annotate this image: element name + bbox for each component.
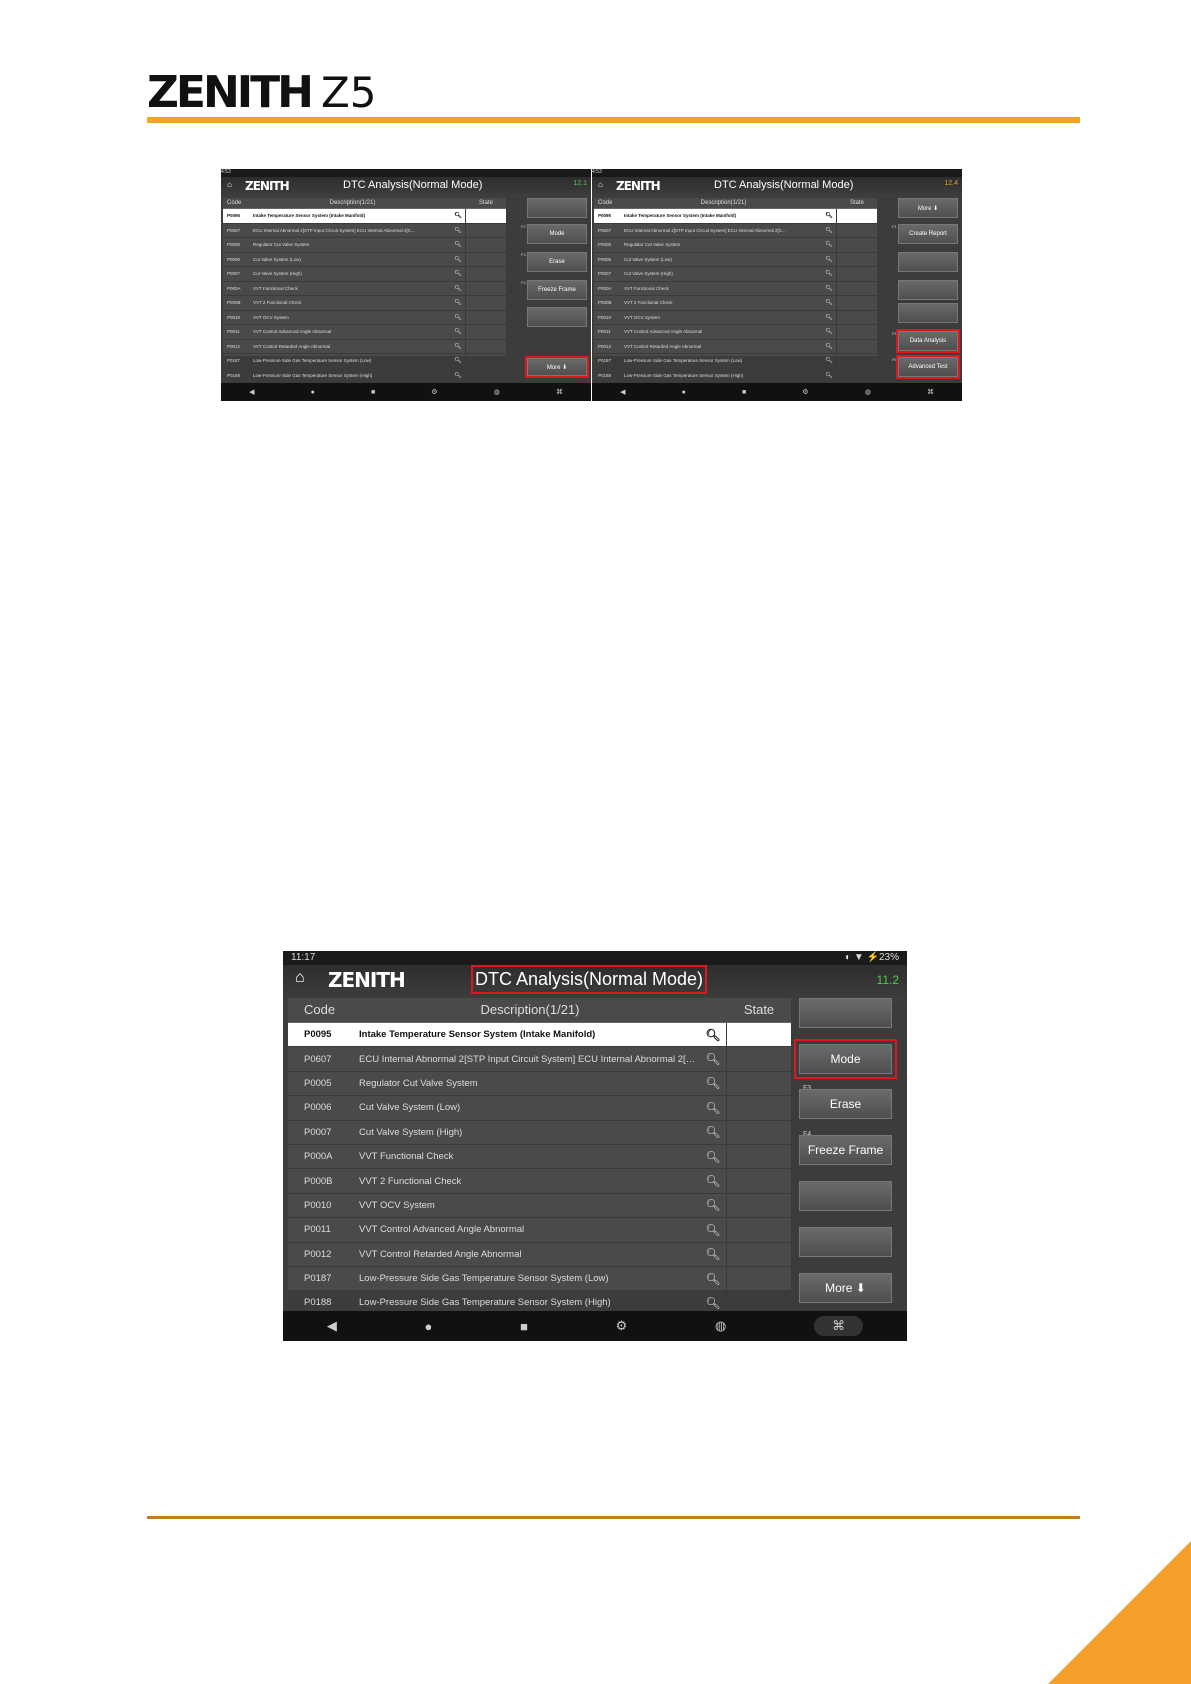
search-icon[interactable]: 🔍︎ xyxy=(825,329,833,336)
dtc-description: Regulator Cut Valve System xyxy=(359,1077,478,1089)
table-row[interactable] xyxy=(288,1145,791,1169)
col-code: Code xyxy=(598,200,613,206)
search-icon[interactable]: 🔍︎ xyxy=(454,329,462,336)
dtc-state xyxy=(465,354,506,368)
dtc-description: VVT Control Advanced Angle Abnormal xyxy=(253,329,332,335)
android-nav-bar xyxy=(283,1311,907,1341)
dtc-state xyxy=(726,1047,791,1070)
dtc-description: ECU Internal Abnormal 2[STP Input Circuit System] ECU Internal Abnormal 2[C... xyxy=(253,227,415,233)
home-icon[interactable]: ⌂ xyxy=(598,180,603,189)
dtc-code: P0188 xyxy=(304,1297,332,1309)
dtc-code: P0006 xyxy=(598,256,612,262)
header-rule xyxy=(147,117,1080,123)
dtc-description: Intake Temperature Sensor System (Intake Manifold) xyxy=(359,1029,596,1041)
home-circle-icon[interactable]: ● xyxy=(310,388,315,396)
screenshot-dtc-list-large xyxy=(283,951,907,1341)
status-time: 4:53 xyxy=(592,169,602,175)
mode-button[interactable]: Mode xyxy=(799,1044,892,1074)
dtc-state xyxy=(726,1072,791,1095)
table-header xyxy=(288,998,791,1023)
table-row[interactable] xyxy=(594,354,877,369)
table-row[interactable] xyxy=(288,1047,791,1071)
dtc-description: VVT Functional Check xyxy=(624,285,669,291)
dtc-code: P000B xyxy=(227,300,241,306)
table-row[interactable] xyxy=(223,325,506,340)
fkey-label: F6 xyxy=(892,357,897,362)
dtc-description: VVT Control Advanced Angle Abnormal xyxy=(624,329,703,335)
table-row[interactable] xyxy=(594,325,877,340)
dtc-state xyxy=(726,1121,791,1144)
battery-voltage: 12.1 xyxy=(573,180,587,187)
battery-voltage: 12.4 xyxy=(944,180,958,187)
dtc-code: P0095 xyxy=(304,1029,332,1041)
dtc-code: P0010 xyxy=(598,314,612,320)
table-row[interactable] xyxy=(223,369,506,384)
table-row[interactable] xyxy=(288,1023,791,1047)
table-header xyxy=(223,198,506,209)
logo-model: Z5 xyxy=(321,67,377,117)
screenshot-dtc-list-page2 xyxy=(592,169,962,401)
dtc-state xyxy=(836,369,877,383)
dtc-state xyxy=(465,282,506,296)
table-row[interactable] xyxy=(288,1121,791,1145)
more-button[interactable]: More ⬇ xyxy=(527,358,587,376)
dtc-state xyxy=(836,224,877,238)
settings-icon[interactable]: ⚙ xyxy=(615,1318,628,1333)
col-code: Code xyxy=(304,1002,336,1017)
dtc-description: VVT 2 Functional Check xyxy=(253,300,302,306)
table-row[interactable] xyxy=(223,296,506,311)
dtc-state xyxy=(465,296,506,310)
more-button[interactable]: More ⬇ xyxy=(898,198,958,218)
dtc-state xyxy=(726,1169,791,1192)
dtc-state xyxy=(726,1194,791,1217)
search-icon[interactable]: 🔍︎ xyxy=(454,314,462,321)
search-icon[interactable]: 🔍︎ xyxy=(705,1198,721,1213)
search-icon[interactable]: 🔍︎ xyxy=(454,300,462,307)
home-circle-icon[interactable]: ● xyxy=(424,1318,433,1334)
table-row[interactable] xyxy=(594,296,877,311)
table-row[interactable] xyxy=(288,1267,791,1291)
table-row[interactable] xyxy=(594,311,877,326)
empty-button-1 xyxy=(799,998,892,1028)
dtc-code: P0006 xyxy=(227,256,241,262)
search-icon[interactable]: 🔍︎ xyxy=(705,1247,721,1262)
dtc-state xyxy=(836,253,877,267)
dtc-description: Low-Pressure Side Gas Temperature Sensor System (High) xyxy=(359,1297,611,1309)
table-row[interactable] xyxy=(288,1072,791,1096)
table-row[interactable] xyxy=(223,253,506,268)
dtc-description: VVT OCV System xyxy=(359,1199,435,1211)
dtc-state xyxy=(465,369,506,383)
settings-icon[interactable]: ⚙ xyxy=(802,389,809,396)
footer-rule xyxy=(147,1516,1080,1519)
dtc-state xyxy=(726,1267,791,1290)
search-icon[interactable]: 🔍︎ xyxy=(705,1076,721,1091)
table-row[interactable] xyxy=(288,1194,791,1218)
dtc-description: Regulator Cut Valve System xyxy=(253,242,310,248)
dtc-description: Low-Pressure Side Gas Temperature Sensor System (High) xyxy=(624,372,744,378)
back-icon[interactable]: ◀ xyxy=(326,1318,337,1333)
search-icon[interactable]: 🔍︎ xyxy=(454,358,462,365)
search-icon[interactable]: 🔍︎ xyxy=(825,213,833,220)
col-code: Code xyxy=(227,200,242,206)
dtc-state xyxy=(836,209,877,223)
table-row[interactable] xyxy=(594,340,877,355)
dtc-description: VVT Control Retarded Angle Abnormal xyxy=(359,1248,522,1260)
corner-triangle xyxy=(1048,1541,1191,1684)
battery-voltage: 11.2 xyxy=(876,973,899,987)
recents-icon[interactable]: ■ xyxy=(520,1318,528,1334)
dtc-code: P000A xyxy=(227,285,241,291)
fkey-label: F3 xyxy=(521,252,526,257)
android-nav-bar xyxy=(221,383,591,401)
search-icon[interactable]: 🔍︎ xyxy=(825,271,833,278)
dtc-description: Regulator Cut Valve System xyxy=(624,242,681,248)
dtc-table xyxy=(288,998,791,1310)
table-row[interactable] xyxy=(288,1218,791,1242)
zenith-logo xyxy=(147,66,377,118)
dtc-code: P0005 xyxy=(304,1077,332,1089)
search-icon[interactable]: 🔍︎ xyxy=(705,1149,721,1164)
dtc-state xyxy=(465,340,506,354)
dtc-code: P0011 xyxy=(304,1224,331,1236)
search-icon[interactable]: 🔍︎ xyxy=(825,314,833,321)
dtc-description: Cut Valve System (Low) xyxy=(359,1102,461,1114)
dtc-description: VVT Functional Check xyxy=(253,285,298,291)
search-icon[interactable]: 🔍︎ xyxy=(454,271,462,278)
search-icon[interactable]: 🔍︎ xyxy=(705,1125,721,1140)
dtc-code: P0607 xyxy=(598,227,612,233)
dtc-description: VVT Functional Check xyxy=(359,1151,454,1163)
erase-button[interactable]: Erase xyxy=(527,252,587,272)
dtc-description: Intake Temperature Sensor System (Intake Manifold) xyxy=(253,213,365,219)
status-time: 11:17 xyxy=(291,952,316,963)
search-icon[interactable]: 🔍︎ xyxy=(825,343,833,350)
dtc-code: P0607 xyxy=(227,227,241,233)
dtc-state xyxy=(465,238,506,252)
dtc-code: P0012 xyxy=(304,1248,332,1260)
col-description: Description(1/21) xyxy=(700,200,747,206)
home-icon[interactable]: ⌂ xyxy=(227,180,232,189)
search-icon[interactable]: 🔍︎ xyxy=(454,372,462,379)
dtc-state xyxy=(836,267,877,281)
header-brand: ZENITH xyxy=(616,179,660,193)
dtc-description: VVT Control Advanced Angle Abnormal xyxy=(359,1224,525,1236)
home-icon[interactable]: ⌂ xyxy=(295,969,305,986)
dtc-table xyxy=(223,198,506,379)
dtc-table xyxy=(594,198,877,379)
dtc-state xyxy=(836,325,877,339)
search-icon[interactable]: 🔍︎ xyxy=(825,256,833,263)
dtc-code: P0011 xyxy=(598,329,611,335)
search-icon[interactable]: 🔍︎ xyxy=(825,300,833,307)
table-row[interactable] xyxy=(594,369,877,384)
dtc-description: Low-Pressure Side Gas Temperature Sensor System (Low) xyxy=(624,358,743,364)
dtc-description: VVT Control Retarded Angle Abnormal xyxy=(624,343,701,349)
more-button[interactable]: More ⬇ xyxy=(799,1273,892,1303)
dtc-description: VVT OCV System xyxy=(624,314,660,320)
search-icon[interactable]: 🔍︎ xyxy=(705,1052,721,1067)
table-row[interactable] xyxy=(223,354,506,369)
page-title: DTC Analysis(Normal Mode) xyxy=(714,179,854,191)
empty-button-3 xyxy=(898,303,958,323)
table-row[interactable] xyxy=(594,253,877,268)
table-row[interactable] xyxy=(223,311,506,326)
empty-button-1 xyxy=(527,198,587,218)
dtc-state xyxy=(465,253,506,267)
search-icon[interactable]: 🔍︎ xyxy=(454,343,462,350)
dtc-state xyxy=(726,1218,791,1241)
empty-button-2 xyxy=(799,1181,892,1211)
search-icon[interactable]: 🔍︎ xyxy=(825,227,833,234)
dtc-code: P0007 xyxy=(304,1126,332,1138)
table-row[interactable] xyxy=(594,267,877,282)
dtc-code: P0012 xyxy=(227,343,241,349)
dtc-state xyxy=(836,311,877,325)
recents-icon[interactable]: ■ xyxy=(370,388,376,396)
dtc-code: P0010 xyxy=(304,1199,332,1211)
dtc-state xyxy=(836,282,877,296)
table-row[interactable] xyxy=(223,282,506,297)
back-icon[interactable]: ◀ xyxy=(620,389,626,396)
logo-brand: ZENITH xyxy=(147,66,311,118)
table-row[interactable] xyxy=(223,224,506,239)
dtc-description: VVT 2 Functional Check xyxy=(359,1175,462,1187)
dtc-code: P0188 xyxy=(227,372,241,378)
status-bar xyxy=(283,951,907,965)
search-icon[interactable]: 🔍︎ xyxy=(705,1222,721,1237)
search-icon[interactable]: 🔍︎ xyxy=(705,1100,721,1115)
create-report-button[interactable]: Create Report xyxy=(898,224,958,244)
fkey-label: F2 xyxy=(521,224,526,229)
home-circle-icon[interactable]: ● xyxy=(681,388,686,396)
search-icon[interactable]: 🔍︎ xyxy=(454,242,462,249)
dtc-description: ECU Internal Abnormal 2[STP Input Circuit System] ECU Internal Abnormal 2[C... xyxy=(624,227,786,233)
status-time: 4:53 xyxy=(221,169,231,175)
dtc-description: Low-Pressure Side Gas Temperature Sensor System (Low) xyxy=(253,358,372,364)
fkey-label: F4 xyxy=(521,280,526,285)
col-description: Description(1/21) xyxy=(329,200,376,206)
search-icon[interactable]: 🔍︎ xyxy=(454,256,462,263)
browser-icon[interactable]: ◍ xyxy=(493,389,500,396)
search-icon[interactable]: 🔍︎ xyxy=(705,1027,721,1042)
dtc-state xyxy=(836,238,877,252)
dtc-code: P0011 xyxy=(227,329,240,335)
empty-button-1 xyxy=(898,252,958,272)
dtc-code: P0188 xyxy=(598,372,612,378)
search-icon[interactable]: 🔍︎ xyxy=(825,372,833,379)
status-indicators: ◐ ▼ ⚡23% xyxy=(845,952,899,963)
search-icon[interactable]: 🔍︎ xyxy=(705,1174,721,1189)
status-bar xyxy=(221,169,591,177)
dtc-state xyxy=(836,354,877,368)
dtc-description: Intake Temperature Sensor System (Intake Manifold) xyxy=(624,213,736,219)
erase-button[interactable]: Erase xyxy=(799,1089,892,1119)
screenshot-icon[interactable]: ⌘ xyxy=(555,389,563,396)
dtc-code: P000B xyxy=(598,300,612,306)
dtc-state xyxy=(836,340,877,354)
browser-icon[interactable]: ◍ xyxy=(864,389,871,396)
dtc-state xyxy=(726,1096,791,1119)
table-row[interactable] xyxy=(223,209,506,224)
status-bar xyxy=(592,169,962,177)
search-icon[interactable]: 🔍︎ xyxy=(705,1295,721,1310)
search-icon[interactable]: 🔍︎ xyxy=(454,285,462,292)
dtc-code: P0007 xyxy=(598,271,612,277)
freeze-frame-button[interactable]: Freeze Frame xyxy=(527,280,587,300)
advanced-test-button[interactable]: Advanced Test xyxy=(898,357,958,377)
empty-button-2 xyxy=(527,307,587,327)
search-icon[interactable]: 🔍︎ xyxy=(825,358,833,365)
fkey-label: F1 xyxy=(892,224,897,229)
empty-button-2 xyxy=(898,280,958,300)
dtc-code: P0187 xyxy=(227,358,241,364)
dtc-description: VVT OCV System xyxy=(253,314,289,320)
col-description: Description(1/21) xyxy=(480,1002,580,1017)
search-icon[interactable]: 🔍︎ xyxy=(825,285,833,292)
table-row[interactable] xyxy=(594,209,877,224)
dtc-state xyxy=(465,267,506,281)
dtc-code: P0006 xyxy=(304,1102,332,1114)
table-row[interactable] xyxy=(594,282,877,297)
fkey-label: F5 xyxy=(892,331,897,336)
dtc-description: VVT Control Retarded Angle Abnormal xyxy=(253,343,330,349)
dtc-code: P0187 xyxy=(598,358,612,364)
dtc-description: Cut Valve System (Low) xyxy=(624,256,672,262)
dtc-description: Cut Valve System (High) xyxy=(624,271,673,277)
dtc-state xyxy=(836,296,877,310)
dtc-state xyxy=(465,209,506,223)
page-title: DTC Analysis(Normal Mode) xyxy=(475,969,704,989)
dtc-state xyxy=(726,1145,791,1168)
android-nav-bar xyxy=(592,383,962,401)
dtc-code: P0010 xyxy=(227,314,241,320)
back-icon[interactable]: ◀ xyxy=(249,389,255,396)
col-state: State xyxy=(743,1002,775,1017)
settings-icon[interactable]: ⚙ xyxy=(431,389,438,396)
table-row[interactable] xyxy=(288,1243,791,1267)
dtc-description: ECU Internal Abnormal 2[STP Input Circuit System] ECU Internal Abnormal 2[C... xyxy=(359,1053,700,1065)
dtc-state xyxy=(726,1243,791,1266)
table-row[interactable] xyxy=(223,340,506,355)
table-row[interactable] xyxy=(223,238,506,253)
data-analysis-button[interactable]: Data Analysis xyxy=(898,331,958,351)
dtc-code: P0005 xyxy=(598,242,612,248)
search-icon[interactable]: 🔍︎ xyxy=(454,227,462,234)
dtc-description: Cut Valve System (High) xyxy=(253,271,302,277)
screenshot-dtc-list-page1 xyxy=(221,169,591,401)
dtc-state xyxy=(465,224,506,238)
screenshot-icon[interactable]: ⌘ xyxy=(926,389,934,396)
empty-button-3 xyxy=(799,1227,892,1257)
table-row[interactable] xyxy=(288,1096,791,1120)
table-row[interactable] xyxy=(594,238,877,253)
table-row[interactable] xyxy=(223,267,506,282)
dtc-code: P000A xyxy=(304,1151,333,1163)
dtc-description: Cut Valve System (High) xyxy=(359,1126,463,1138)
search-icon[interactable]: 🔍︎ xyxy=(705,1271,721,1286)
dtc-state xyxy=(726,1023,791,1046)
dtc-code: P0187 xyxy=(304,1273,332,1285)
mode-button[interactable]: Mode xyxy=(527,224,587,244)
dtc-description: Low-Pressure Side Gas Temperature Sensor System (High) xyxy=(253,372,373,378)
dtc-description: VVT 2 Functional Check xyxy=(624,300,673,306)
col-state: State xyxy=(849,200,864,206)
dtc-code: P0095 xyxy=(227,213,241,219)
search-icon[interactable]: 🔍︎ xyxy=(454,213,462,220)
col-state: State xyxy=(478,200,493,206)
dtc-code: P000A xyxy=(598,285,612,291)
dtc-code: P0095 xyxy=(598,213,612,219)
dtc-code: P0012 xyxy=(598,343,612,349)
table-row[interactable] xyxy=(288,1169,791,1193)
header-brand: ZENITH xyxy=(245,179,289,193)
dtc-state xyxy=(465,325,506,339)
dtc-code: P0007 xyxy=(227,271,241,277)
header-brand: ZENITH xyxy=(328,968,405,992)
dtc-description: Low-Pressure Side Gas Temperature Sensor System (Low) xyxy=(359,1273,609,1285)
dtc-code: P0607 xyxy=(304,1053,332,1065)
recents-icon[interactable]: ■ xyxy=(741,388,747,396)
screenshot-icon[interactable]: ⌘ xyxy=(814,1316,863,1336)
table-row[interactable] xyxy=(594,224,877,239)
dtc-code: P000B xyxy=(304,1175,333,1187)
freeze-frame-button[interactable]: Freeze Frame xyxy=(799,1135,892,1165)
page-title: DTC Analysis(Normal Mode) xyxy=(343,179,483,191)
table-header xyxy=(594,198,877,209)
search-icon[interactable]: 🔍︎ xyxy=(825,242,833,249)
dtc-code: P0005 xyxy=(227,242,241,248)
dtc-description: Cut Valve System (Low) xyxy=(253,256,301,262)
dtc-state xyxy=(465,311,506,325)
browser-icon[interactable]: ◍ xyxy=(715,1318,727,1333)
